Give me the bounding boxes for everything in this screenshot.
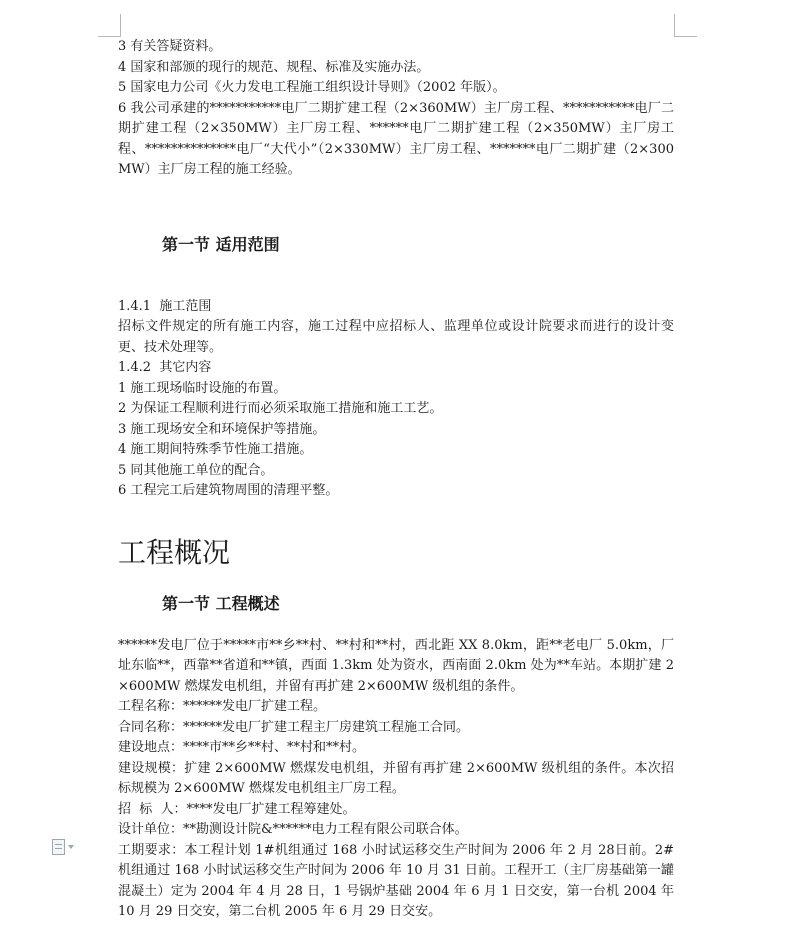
paragraph: 1.4.2 其它内容 <box>118 360 212 375</box>
chevron-down-icon <box>68 845 74 849</box>
paragraph: 设计单位：**勘测设计院&******电力工程有限公司联合体。 <box>118 822 468 837</box>
paragraph: 3 施工现场安全和环境保护等措施。 <box>118 421 326 437</box>
chapter-title: 工程概况 <box>118 535 231 569</box>
paragraph: 建设地点：****市**乡**村、**村和**村。 <box>118 740 366 755</box>
margin-corner-top-right <box>674 14 697 37</box>
paragraph: 1.4.1 施工范围 <box>118 298 212 314</box>
paragraph: 6 我公司承建的***********电厂二期扩建工程（2×360MW）主厂房工程、***********电厂二期扩建工程（2×350MW）主厂房工程、******电厂二期扩建工程（2×350MW）主厂房工程、**************电厂“大代小”（2×330MW）主厂房工程、*******电厂二期扩建（2×300MW）主厂房工程的施工经验。 <box>118 100 674 177</box>
paragraph: 1 施工现场临时设施的布置。 <box>118 380 287 396</box>
paragraph: 5 同其他施工单位的配合。 <box>118 462 274 478</box>
paragraph: 招标文件规定的所有施工内容，施工过程中应招标人、监理单位或设计院要求而进行的设计变更、技术处理等。 <box>118 319 674 355</box>
paragraph: 4 国家和部颁的现行的规范、规程、标准及实施办法。 <box>118 59 430 75</box>
paragraph: 工程名称：******发电厂扩建工程。 <box>118 699 327 714</box>
paragraph: 招 标 人：****发电厂扩建工程筹建处。 <box>118 801 356 817</box>
paragraph: 4 施工期间特殊季节性施工措施。 <box>118 442 313 457</box>
paragraph: 6 工程完工后建筑物周围的清理平整。 <box>118 483 339 498</box>
document-icon[interactable] <box>52 838 80 856</box>
section-title: 第一节 工程概述 <box>162 593 280 613</box>
page-glyph <box>52 839 65 855</box>
document-page <box>118 37 679 923</box>
paragraph: 5 国家电力公司《火力发电工程施工组织设计导则》（2002 年版）。 <box>118 80 506 95</box>
section-title: 第一节 适用范围 <box>162 234 280 254</box>
paragraph: ******发电厂位于*****市**乡**村、**村和**村，西北距 XX 8.0km，距**老电厂 5.0km，厂址东临**，西靠**省道和**镇，西面 1.3km 处为资水，西南面 2.0km 处为**车站。本期扩建 2×600MW 燃煤发电机组，并留有再扩建 2×600MW 级机组的条件。 <box>118 637 674 694</box>
paragraph: 2 为保证工程顺利进行而必须采取施工措施和施工工艺。 <box>118 401 443 416</box>
paragraph: 建设规模：扩建 2×600MW 燃煤发电机组，并留有再扩建 2×600MW 级机组的条件。本次招标规模为 2×600MW 燃煤发电机组主厂房工程。 <box>118 760 674 796</box>
paragraph: 工期要求：本工程计划 1#机组通过 168 小时试运移交生产时间为 2006 年 2 月 28日前。2#机组通过 168 小时试运移交生产时间为 2006 年 10 月 31 日前。工程开工（主厂房基础第一罐混凝土）定为 2004 年 4 月 28 日，1 号锅炉基础 2004 年 6 月 1 日交安，第一台机 2004 年 10 月 29 日交安，第二台机 2005 年 6 月 29 日交安。 <box>118 842 679 919</box>
paragraph: 3 有关答疑资料。 <box>118 39 222 54</box>
paragraph: 合同名称：******发电厂扩建工程主厂房建筑工程施工合同。 <box>118 719 470 735</box>
margin-corner-top-left <box>98 14 121 37</box>
